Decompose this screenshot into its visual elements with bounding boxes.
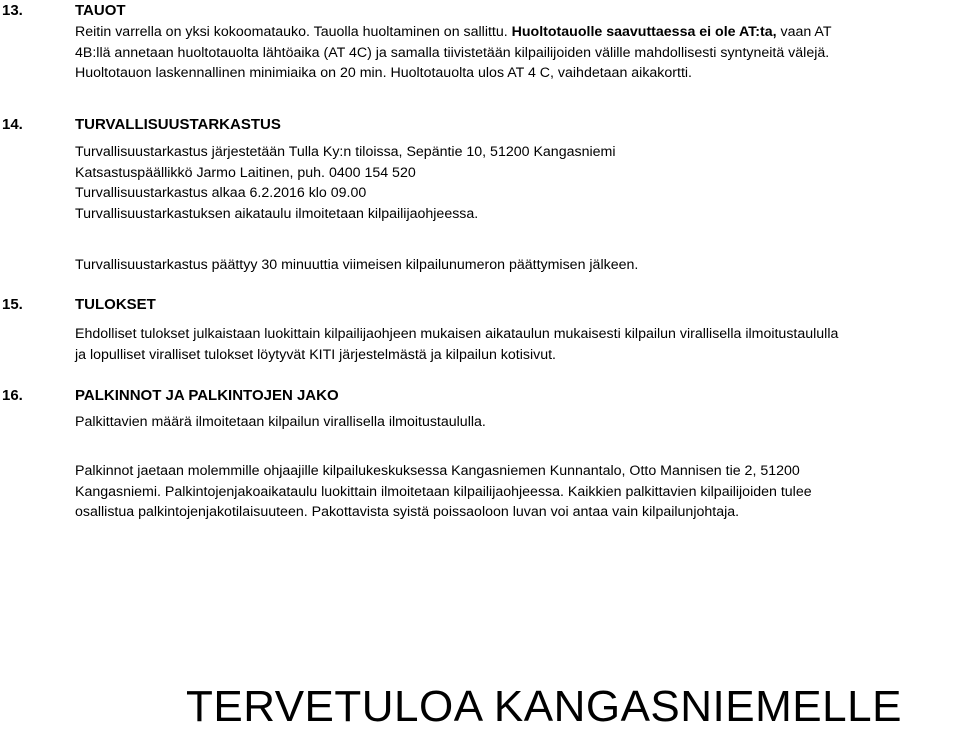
section-body [75, 461, 955, 523]
body-line: 4B:llä annetaan huoltotauolta lähtöaika (AT 4C) ja samalla tiivistetään kilpailijoiden välille mahdollisesti syntyneitä välejä. [75, 44, 830, 61]
body-line: Turvallisuustarkastus alkaa 6.2.2016 klo 09.00 [75, 185, 367, 201]
section-number: 16. [2, 387, 23, 404]
body-line: Ehdolliset tulokset julkaistaan luokittain kilpailijaohjeen mukaisen aikataulun mukaisesti kilpailun virallisella ilmoitustaululla [75, 326, 839, 342]
body-line: Kangasniemi. Palkintojenjakoaikataulu luokittain ilmoitetaan kilpailijaohjeessa. Kaikkien palkittavien kilpailijoiden tulee [75, 483, 812, 500]
section-title: TAUOT [75, 2, 126, 19]
section-number: 15. [2, 296, 23, 313]
body-line [75, 22, 955, 43]
body-line: Palkinnot jaetaan molemmille ohjaajille kilpailukeskuksessa Kangasniemen Kunnantalo, Otto Mannisen tie 2, 51200 [75, 463, 800, 479]
section-body [75, 255, 955, 276]
section-title: TULOKSET [75, 296, 156, 313]
section-number: 13. [2, 2, 23, 19]
welcome-banner: TERVETULOA KANGASNIEMELLE [186, 682, 902, 731]
section-number: 14. [2, 116, 23, 133]
body-text: Reitin varrella on yksi kokoomatauko. Tauolla huoltaminen on sallittu. [75, 24, 512, 40]
section-body [75, 142, 955, 224]
body-line: Turvallisuustarkastuksen aikataulu ilmoitetaan kilpailijaohjeessa. [75, 205, 479, 222]
section-title: TURVALLISUUSTARKASTUS [75, 116, 281, 133]
body-line: Palkittavien määrä ilmoitetaan kilpailun virallisella ilmoitustaululla. [75, 414, 486, 430]
body-text: vaan AT [776, 24, 832, 40]
body-line: Katsastuspäällikkö Jarmo Laitinen, puh. 0400 154 520 [75, 164, 416, 181]
section-body [75, 412, 955, 433]
body-text-bold: Huoltotauolle saavuttaessa ei ole AT:ta, [511, 24, 777, 40]
body-line: Huoltotauon laskennallinen minimiaika on 20 min. Huoltotauolta ulos AT 4 C, vaihdetaan aikakortti. [75, 65, 692, 81]
section-body [75, 22, 955, 84]
body-line: osallistua palkintojenjakotilaisuuteen. Pakottavista syistä poissaoloon luvan voi antaa vain kilpailunjohtaja. [75, 504, 740, 520]
section-body [75, 324, 955, 365]
body-line: Turvallisuustarkastus päättyy 30 minuuttia viimeisen kilpailunumeron päättymisen jälkeen. [75, 257, 639, 273]
body-line: ja lopulliset viralliset tulokset löytyvät KITI järjestelmästä ja kilpailun kotisivut. [75, 346, 556, 363]
section-title: PALKINNOT JA PALKINTOJEN JAKO [75, 387, 339, 404]
body-line: Turvallisuustarkastus järjestetään Tulla Ky:n tiloissa, Sepäntie 10, 51200 Kangasniemi [75, 144, 616, 160]
